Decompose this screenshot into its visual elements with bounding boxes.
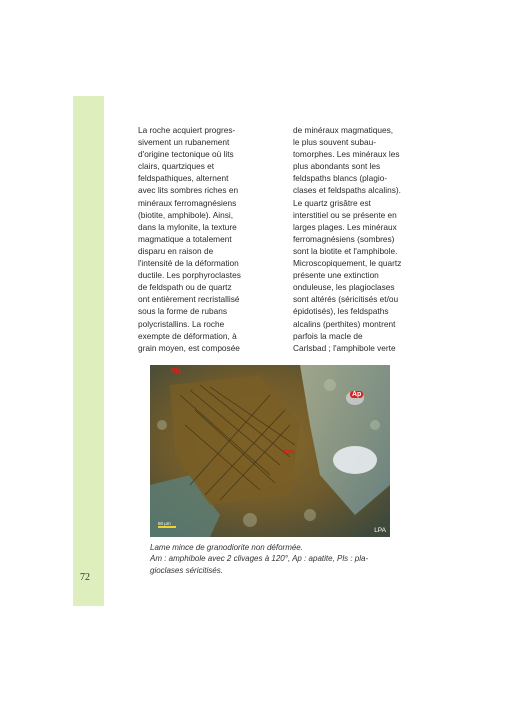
text-column-right [293,124,405,354]
text-line: (biotite, amphibole). Ainsi, [138,209,234,220]
text-line: clairs, quartziques et [138,161,215,172]
text-line: avec lits sombres riches en [138,185,239,196]
scale-bar [158,526,176,528]
text-line: le plus souvent subau- [293,137,377,148]
text-line: larges plages. Les minéraux [293,221,397,232]
text-line: magmatique a totalement [138,233,232,244]
side-band [73,96,104,606]
text-line: ont entièrement recristallisé [138,294,240,305]
text-line: sont la biotite et l'amphibole. [293,245,398,256]
text-line: présente une extinction [293,270,379,281]
caption-line: Am : amphibole avec 2 clivages à 120°, Ap : apatite, Pls : pla- [150,554,369,564]
text-line: plus abondants sont les [293,161,381,172]
text-column-left [138,124,248,354]
page-number: 72 [80,572,90,583]
text-line: de minéraux magmatiques, [293,125,394,135]
scale-bar-label: 50 µm [158,521,171,526]
text-line: minéraux ferromagnésiens [138,197,237,208]
text-line: onduleuse, les plagioclases [293,282,395,293]
text-line: Microscopiquement, le quartz [293,258,402,269]
text-line: alcalins (perthites) montrent [293,318,396,329]
caption-line: Lame mince de granodiorite non déformée. [150,543,303,552]
text-line: polycristallins. La roche [138,318,225,329]
text-line: sont altérés (séricitisés et/ou [293,294,399,305]
text-line: Le quartz grisâtre est [293,197,371,208]
text-line: tomorphes. Les minéraux les [293,149,400,160]
text-line: ferromagnésiens (sombres) [293,233,395,244]
text-line: grain moyen, est composée [138,342,240,353]
text-line: ductile. Les porphyroclastes [138,270,241,281]
label-lpa: LPA [374,527,386,534]
text-line: de feldspath ou de quartz [138,282,232,293]
label-pls: Pls [171,368,182,375]
text-line: l'intensité de la déformation [138,258,239,269]
text-line: Carlsbad ; l'amphibole verte [293,342,396,353]
photo-caption [150,542,400,576]
label-am: Am [283,449,295,456]
text-line: épidotisés), les feldspaths [293,306,389,317]
text-line: disparu en raison de [138,245,214,256]
text-line: exempte de déformation, à [138,330,237,341]
text-line: clases et feldspaths alcalins). [293,185,401,196]
caption-line: gioclases séricitisés. [150,565,223,575]
text-line: sivement un rubanement [138,137,230,148]
text-line: La roche acquiert progres- [138,125,236,135]
text-line: feldspaths blancs (plagio- [293,173,388,184]
text-line: feldspathiques, alternent [138,173,229,184]
text-line: sous la forme de rubans [138,306,228,317]
text-line: interstitiel ou se présente en [293,209,397,220]
thin-section-photo [150,365,390,537]
label-ap: Ap [352,391,362,398]
text-line: parfois la macle de [293,330,363,341]
text-line: d'origine tectonique où lits [138,149,234,160]
text-line: dans la mylonite, la texture [138,221,237,232]
